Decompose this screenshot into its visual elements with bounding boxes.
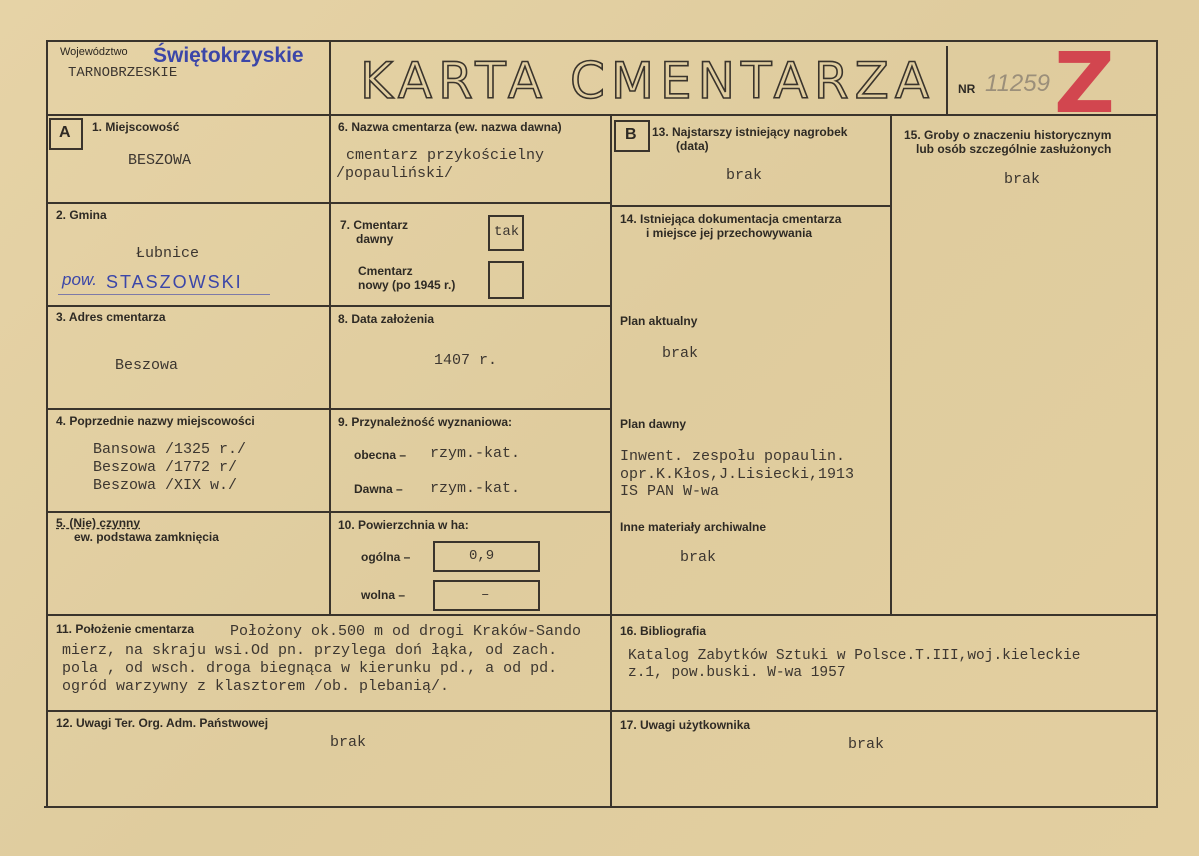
section-a-badge — [49, 118, 83, 150]
col-divider-1 — [329, 40, 331, 614]
f7-dawny-label-2: dawny — [356, 232, 394, 246]
row-line — [46, 202, 612, 204]
f10-wolna-box — [433, 580, 540, 611]
f11-line-2: mierz, na skraju wsi.Od pn. przylega doń łąka, od zach. — [62, 642, 558, 659]
inne-materialy-label: Inne materiały archiwalne — [620, 520, 767, 534]
f15-label-2: lub osób szczególnie zasłużonych — [916, 142, 1112, 156]
f17-value: brak — [848, 736, 885, 753]
section-b-badge — [614, 120, 650, 152]
wojewodztwo-typed: TARNOBRZESKIE — [68, 65, 178, 81]
f7-nowy-label-1: Cmentarz — [358, 264, 413, 278]
inne-materialy-value: brak — [680, 549, 717, 566]
f1-label: 1. Miejscowość — [92, 120, 180, 134]
f4-line-3: Beszowa /XIX w./ — [93, 477, 238, 494]
row-line — [46, 614, 1158, 616]
col-divider-3 — [890, 114, 892, 616]
f13-label-2: (data) — [676, 139, 709, 153]
f3-value: Beszowa — [115, 357, 179, 374]
outer-border-right — [1156, 40, 1158, 808]
f7-dawny-value: tak — [494, 224, 520, 240]
f3-label: 3. Adres cmentarza — [56, 310, 166, 324]
f12-label: 12. Uwagi Ter. Org. Adm. Państwowej — [56, 716, 269, 730]
f11-line-1: Położony ok.500 m od drogi Kraków-Sando — [230, 623, 582, 640]
f14-label-1: 14. Istniejąca dokumentacja cmentarza — [620, 212, 842, 226]
f8-label: 8. Data założenia — [338, 312, 435, 326]
plan-dawny-line-2: opr.K.Kłos,J.Lisiecki,1913 — [620, 466, 855, 483]
f4-line-1: Bansowa /1325 r./ — [93, 441, 247, 458]
f7-nowy-checkbox — [488, 261, 524, 299]
f9-label: 9. Przynależność wyznaniowa: — [338, 415, 513, 429]
f2-label: 2. Gmina — [56, 208, 107, 222]
plan-aktualny-label: Plan aktualny — [620, 314, 698, 328]
section-a-letter: A — [59, 124, 71, 141]
f2-value: Łubnice — [136, 245, 200, 262]
col-divider-2 — [610, 114, 612, 808]
f12-value: brak — [330, 734, 367, 751]
f1-value: BESZOWA — [128, 152, 192, 169]
wojewodztwo-label: Województwo — [60, 46, 128, 58]
f7-dawny-label-1: 7. Cmentarz — [340, 218, 409, 232]
f5-sub: ew. podstawa zamknięcia — [74, 530, 219, 544]
f9-obecna-value: rzym.-kat. — [430, 445, 521, 462]
outer-border-bottom — [44, 806, 1156, 808]
county-underline — [58, 294, 270, 295]
f10-ogolna-box — [433, 541, 540, 572]
f7-dawny-checkbox — [488, 215, 524, 251]
f6-line-2: /popauliński/ — [336, 165, 454, 182]
f6-line-1: cmentarz przykościelny — [346, 147, 545, 164]
f10-wolna-label: wolna – — [361, 588, 406, 602]
f2-pow: pow. — [62, 270, 97, 289]
plan-dawny-line-1: Inwent. zespołu popaulin. — [620, 448, 846, 465]
row-line — [610, 205, 892, 207]
f9-dawna-label: Dawna – — [354, 482, 403, 496]
f13-value: brak — [726, 167, 763, 184]
card-title: KARTA CMENTARZA — [360, 52, 936, 110]
f4-label: 4. Poprzednie nazwy miejscowości — [56, 414, 255, 428]
nr-label: NR — [958, 82, 976, 96]
nr-divider — [946, 46, 948, 114]
f9-obecna-label: obecna – — [354, 448, 407, 462]
nr-value: 11259 — [985, 70, 1050, 97]
f10-label: 10. Powierzchnia w ha: — [338, 518, 469, 532]
f2-county: STASZOWSKI — [106, 272, 243, 292]
f10-ogolna-value: 0,9 — [469, 548, 495, 564]
f15-label-1: 15. Groby o znaczeniu historycznym — [904, 128, 1112, 142]
row-line — [46, 511, 612, 513]
plan-dawny-line-3: IS PAN W-wa — [620, 483, 720, 500]
f14-label-2: i miejsce jej przechowywania — [646, 226, 813, 240]
f10-ogolna-label: ogólna – — [361, 550, 411, 564]
f6-label: 6. Nazwa cmentarza (ew. nazwa dawna) — [338, 120, 562, 134]
f13-label-1: 13. Najstarszy istniejący nagrobek — [652, 125, 848, 139]
f10-wolna-value: – — [481, 587, 490, 603]
f8-value: 1407 r. — [434, 352, 498, 369]
f17-label: 17. Uwagi użytkownika — [620, 718, 751, 732]
f16-label: 16. Bibliografia — [620, 624, 707, 638]
f4-line-2: Beszowa /1772 r/ — [93, 459, 238, 476]
f16-line-2: z.1, pow.buski. W-wa 1957 — [628, 665, 846, 681]
header-divider — [46, 114, 1158, 116]
outer-border-top — [46, 40, 1158, 42]
plan-dawny-label: Plan dawny — [620, 417, 687, 431]
f7-nowy-label-2: nowy (po 1945 r.) — [358, 278, 456, 292]
f5-label: 5. (Nie) czynny — [56, 516, 141, 530]
f15-value: brak — [1004, 171, 1041, 188]
f11-line-3: pola , od wsch. droga biegnąca w kierunku pd., a od pd. — [62, 660, 558, 677]
f16-line-1: Katalog Zabytków Sztuki w Polsce.T.III,woj.kieleckie — [628, 648, 1081, 664]
plan-aktualny-value: brak — [662, 345, 699, 362]
wojewodztwo-stamp: Świętokrzyskie — [153, 44, 304, 67]
outer-border-left — [46, 40, 48, 808]
row-line — [46, 305, 612, 307]
row-line — [46, 710, 1158, 712]
section-mark: Z — [1054, 34, 1115, 132]
f11-line-4: ogród warzywny z klasztorem /ob. plebanią/. — [62, 678, 450, 695]
section-b-letter: B — [625, 126, 637, 143]
row-line — [46, 408, 612, 410]
f9-dawna-value: rzym.-kat. — [430, 480, 521, 497]
f11-label: 11. Położenie cmentarza — [56, 622, 195, 636]
